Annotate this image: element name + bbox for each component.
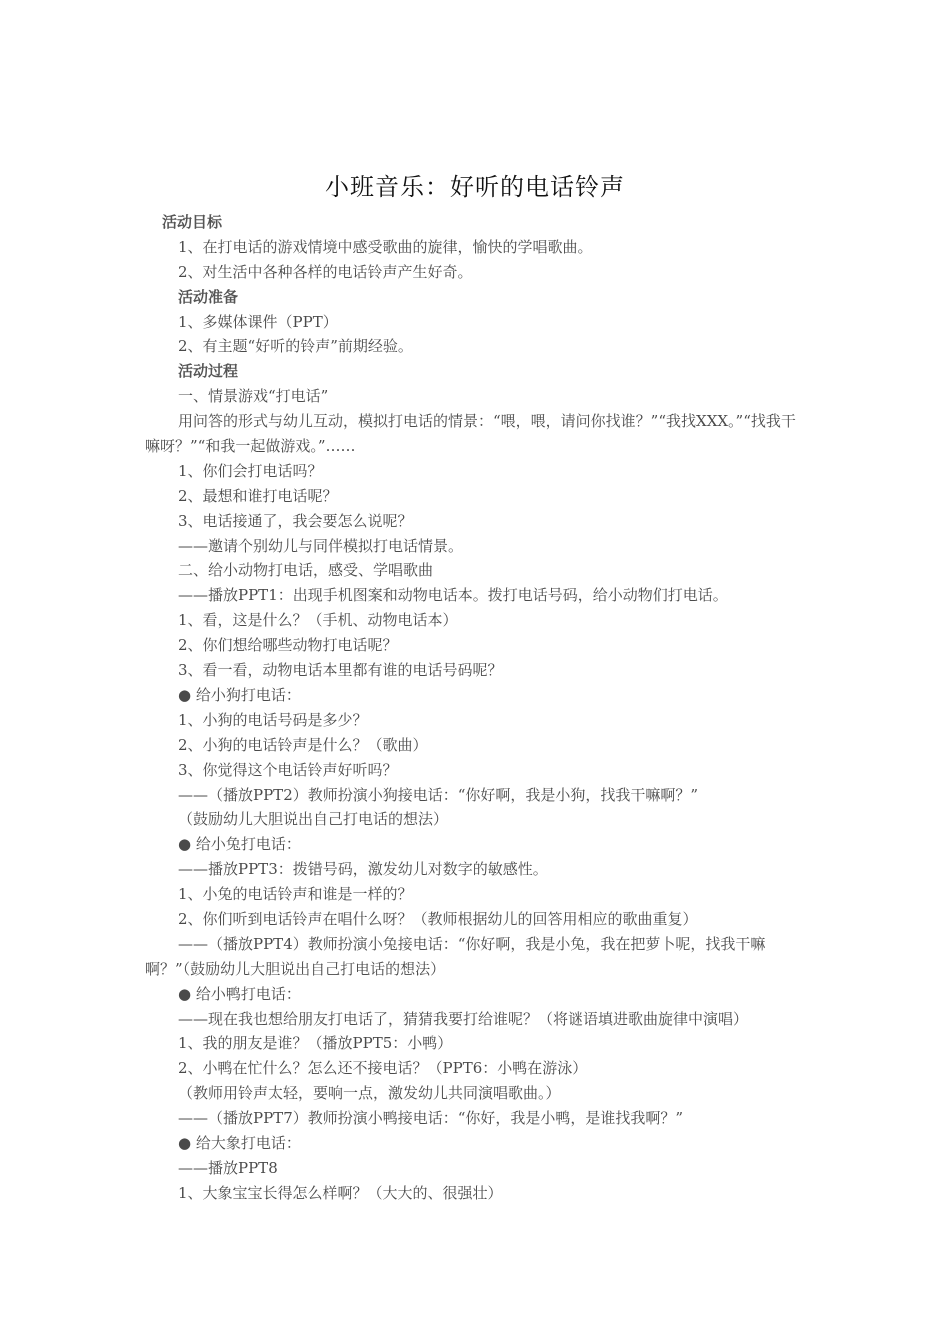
text-line: 用问答的形式与幼儿互动，模拟打电话的情景：“喂，喂，请问你找谁？”“我找XXX。”“找我干嘛呀？”“和我一起做游戏。”…… xyxy=(145,412,796,456)
text-line: ——现在我也想给朋友打电话了，猜猜我要打给谁呢？（将谜语填进歌曲旋律中演唱） xyxy=(178,1009,749,1028)
text-line: 1、看，这是什么？（手机、动物电话本） xyxy=(178,611,458,630)
text-line: 二、给小动物打电话，感受、学唱歌曲 xyxy=(178,561,434,580)
section-heading: 活动目标 xyxy=(162,213,223,231)
text-line: ● 给小兔打电话： xyxy=(178,835,301,854)
text-line: 1、小狗的电话号码是多少？ xyxy=(178,710,368,729)
text-line: 3、你觉得这个电话铃声好听吗？ xyxy=(178,760,398,779)
text-line: ——（播放PPT7）教师扮演小鸭接电话：“你好，我是小鸭，是谁找我啊？” xyxy=(178,1109,684,1128)
text-line: ——播放PPT1：出现手机图案和动物电话本。拨打电话号码，给小动物们打电话。 xyxy=(178,586,728,605)
text-line: ——（播放PPT2）教师扮演小狗接电话：“你好啊，我是小狗，找我干嘛啊？” xyxy=(178,785,699,804)
text-line: ● 给大象打电话： xyxy=(178,1133,301,1152)
text-line: ● 给小狗打电话： xyxy=(178,685,301,704)
text-line: ——（播放PPT4）教师扮演小兔接电话：“你好啊，我是小兔，我在把萝卜呢，找我干嘛啊？”（鼓励幼儿大胆说出自己打电话的想法） xyxy=(145,934,766,978)
text-line: ——播放PPT3：拨错号码，激发幼儿对数字的敏感性。 xyxy=(178,860,548,879)
text-line: 1、小兔的电话铃声和谁是一样的？ xyxy=(178,885,413,904)
text-line: 2、小狗的电话铃声是什么？（歌曲） xyxy=(178,735,428,754)
text-line: （教师用铃声太轻，要响一点，激发幼儿共同演唱歌曲。） xyxy=(178,1084,561,1103)
text-line: 2、最想和谁打电话呢？ xyxy=(178,486,338,505)
text-line: 2、小鸭在忙什么？怎么还不接电话？（PPT6：小鸭在游泳） xyxy=(178,1059,588,1078)
section-heading: 活动过程 xyxy=(178,362,239,381)
text-line: 2、有主题“好听的铃声”前期经验。 xyxy=(178,337,413,356)
text-line: 1、大象宝宝长得怎么样啊？（大大的、很强壮） xyxy=(178,1183,503,1202)
text-line: （鼓励幼儿大胆说出自己打电话的想法） xyxy=(178,810,449,829)
text-line: 1、在打电话的游戏情境中感受歌曲的旋律，愉快的学唱歌曲。 xyxy=(178,237,593,256)
text-line: 1、多媒体课件（PPT） xyxy=(178,312,338,331)
text-line: 3、电话接通了，我会要怎么说呢？ xyxy=(178,511,413,530)
document-title: 小班音乐：好听的电话铃声 xyxy=(325,173,625,201)
text-line: 2、你们听到电话铃声在唱什么呀？（教师根据幼儿的回答用相应的歌曲重复） xyxy=(178,909,698,928)
text-line: 1、我的朋友是谁？（播放PPT5：小鸭） xyxy=(178,1034,453,1053)
text-line: 1、你们会打电话吗？ xyxy=(178,461,323,480)
text-line: 一、情景游戏“打电话” xyxy=(178,387,329,406)
document-body xyxy=(145,210,810,1206)
section-heading: 活动准备 xyxy=(178,287,239,306)
text-line: 2、对生活中各种各样的电话铃声产生好奇。 xyxy=(178,262,473,281)
text-line: 2、你们想给哪些动物打电话呢？ xyxy=(178,636,398,655)
text-line: 3、看一看，动物电话本里都有谁的电话号码呢？ xyxy=(178,661,503,680)
text-line: ——播放PPT8 xyxy=(178,1158,278,1177)
text-line: ● 给小鸭打电话： xyxy=(178,984,301,1003)
text-line: ——邀请个别幼儿与同伴模拟打电话情景。 xyxy=(178,536,464,555)
